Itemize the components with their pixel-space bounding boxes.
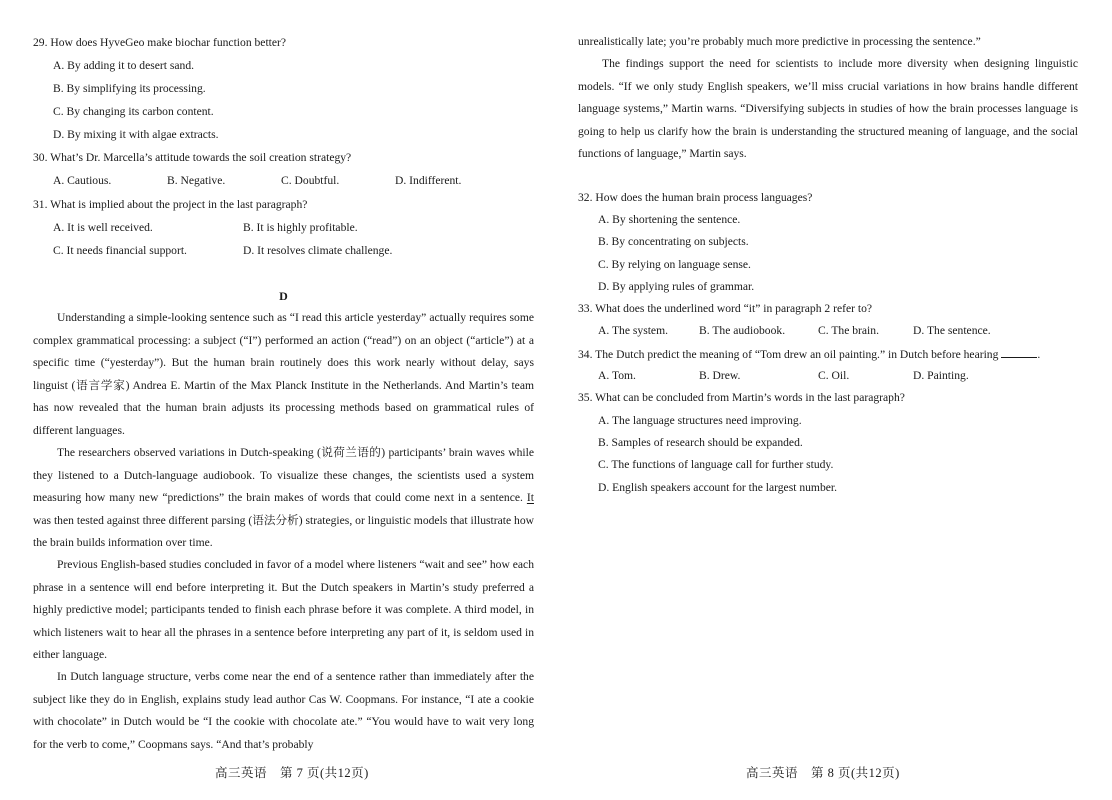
paragraph-2-text-b: was then tested against three different parsing (语法分析) strategies, or linguistic models that illustrate how the brain builds information over time. [33,513,534,549]
page-footer-left: 高三英语 第 7 页(共12页) [215,766,369,780]
question-34-stem-end: . [1037,348,1041,361]
question-35-option-d: D. English speakers account for the largest number. [598,481,838,494]
question-32-option-c: C. By relying on language sense. [598,258,751,271]
question-30-stem: 30. What’s Dr. Marcella’s attitude towards the soil creation strategy? [33,151,352,164]
question-31-option-a: A. It is well received. [53,221,153,234]
paragraph-5-text: The findings support the need for scientists to include more diversity when designing linguistic models. “If we only study English speakers, we’ll miss crucial variations in how brains handle different language systems,” Martin warns. “Diversifying subjects in studies of how the brain processes language is going to help us clarify how the brain is understanding the structured meaning of language, and the social functions of language,” Martin says. [578,57,1078,160]
question-30-option-d: D. Indifferent. [395,174,462,187]
question-32-option-a: A. By shortening the sentence. [598,213,741,226]
question-30-option-b: B. Negative. [167,174,226,187]
passage-paragraph-5 [578,53,1078,166]
question-35-option-b: B. Samples of research should be expanded. [598,436,803,449]
question-32-option-d: D. By applying rules of grammar. [598,280,755,293]
paragraph-1-text: Understanding a simple-looking sentence such as “I read this article yesterday” actually requires some complex grammatical processing: a subject (“I”) performed an action (“read”) on an object (“article”) at a specific time (“yesterday”). But the human brain routinely does this work nearly without delay, says linguist (语言学家) Andrea E. Martin of the Max Planck Institute in the Netherlands. And Martin’s team has now revealed that the human brain adjusts its processing methods based on grammatical rules of different languages. [33,311,534,437]
question-29-option-b: B. By simplifying its processing. [53,82,206,95]
question-34-option-b: B. Drew. [699,369,741,382]
paragraph-4-text: In Dutch language structure, verbs come near the end of a sentence rather than immediately after the subject like they do in English, explains study lead author Cas W. Coopmans. For instance, “I ate a cookie with chocolate” in Dutch would be “I the cookie with chocolate ate.” “You would have to wait very long for the verb to come,” Coopmans says. “And that’s probably [33,670,534,751]
paragraph-2-text-a: The researchers observed variations in Dutch-speaking (说荷兰语的) participants’ brain waves while they listened to a Dutch-language audiobook. To visualize these changes, the scientists used a system measuring how many new “predictions” the brain makes of words that could come next in a sentence. [33,446,534,504]
question-35-stem: 35. What can be concluded from Martin’s words in the last paragraph? [578,391,905,404]
question-31-stem: 31. What is implied about the project in the last paragraph? [33,198,308,211]
question-35-option-a: A. The language structures need improving. [598,414,802,427]
question-34-stem: 34. The Dutch predict the meaning of “Tom drew an oil painting.” in Dutch before hearing [578,348,999,361]
question-34-option-d: D. Painting. [913,369,969,382]
question-34-stem-line [578,347,1040,362]
question-34-option-c: C. Oil. [818,369,850,382]
passage-paragraph-1 [33,307,534,442]
question-32-option-b: B. By concentrating on subjects. [598,235,749,248]
question-29-stem: 29. How does HyveGeo make biochar function better? [33,36,287,49]
question-33-stem: 33. What does the underlined word “it” in paragraph 2 refer to? [578,302,873,315]
passage-continuation: unrealistically late; you’re probably much more predictive in processing the sentence.” [578,35,981,48]
question-31-option-d: D. It resolves climate challenge. [243,244,393,257]
question-29-option-c: C. By changing its carbon content. [53,105,214,118]
question-31-option-b: B. It is highly profitable. [243,221,358,234]
question-34-option-a: A. Tom. [598,369,636,382]
question-33-option-d: D. The sentence. [913,324,991,337]
passage-paragraph-3 [33,554,534,667]
question-30-option-a: A. Cautious. [53,174,112,187]
question-29-option-d: D. By mixing it with algae extracts. [53,128,219,141]
underlined-word-it: It [526,491,534,504]
passage-paragraph-4 [33,666,534,756]
passage-paragraph-2 [33,442,534,555]
answer-blank [1001,347,1037,358]
section-heading: D [279,289,288,303]
question-32-stem: 32. How does the human brain process languages? [578,191,813,204]
question-35-option-c: C. The functions of language call for further study. [598,458,834,471]
question-31-option-c: C. It needs financial support. [53,244,187,257]
question-30-option-c: C. Doubtful. [281,174,340,187]
question-29-option-a: A. By adding it to desert sand. [53,59,195,72]
question-33-option-b: B. The audiobook. [699,324,786,337]
paragraph-3-text: Previous English-based studies concluded in favor of a model where listeners “wait and see” how each phrase in a sentence will end before interpreting it. But the Dutch speakers in Martin’s study preferred a highly predictive model; participants tended to finish each phrase before it was complete. A third model, in which listeners wait to hear all the phrases in a sentence before interpreting any part of it, is seldom used in either language. [33,558,534,661]
question-33-option-c: C. The brain. [818,324,879,337]
page-footer-right: 高三英语 第 8 页(共12页) [746,766,900,780]
question-33-option-a: A. The system. [598,324,668,337]
